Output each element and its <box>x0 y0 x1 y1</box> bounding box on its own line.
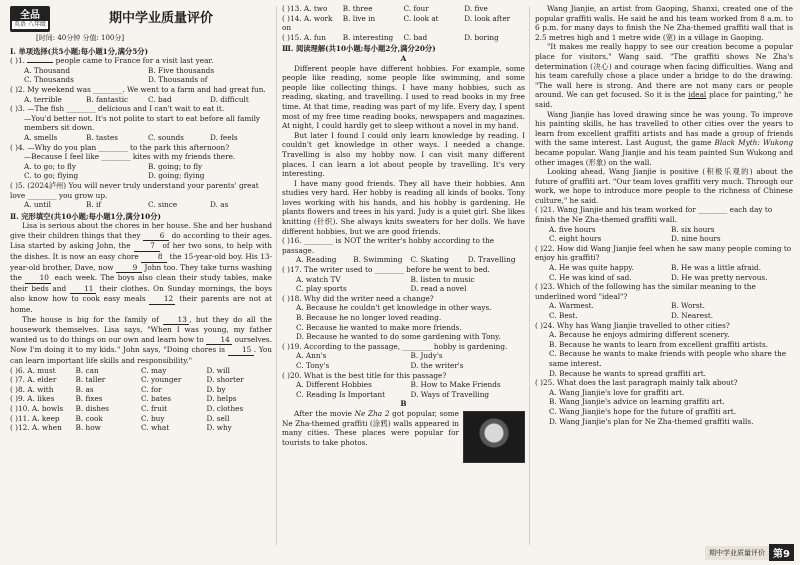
question-18: ( )18. Why did the writer need a change? A. Because he couldn't get knowledge in other ways. B. Because he no longer loved reading. C. Because he wanted to make more friends. D. Because he wanted to do some gardening with Tony. <box>282 293 501 342</box>
section-heading: Ⅲ. 阅读理解(共10小题;每小题2分,满分20分) <box>282 44 436 54</box>
cloze-option-row: ( )15. A. fun B. interesting C. bad D. boring <box>282 32 499 42</box>
section-heading: Ⅱ. 完形填空(共10小题;每小题1分,满分10分) <box>10 211 161 221</box>
passage-b-paragraph: Wang Jianjie, an artist from Gaoping, Shanxi, created one of the popular graffiti walls. He said he and his team worked from 8 a.m. to 6 p.m. for many days to finish the Ne Zha-themed graffiti wall that is 2.5 metres high and 1 metre wide (宽) in a village in Gaoping. <box>535 4 793 42</box>
cloze-options-left <box>10 366 272 433</box>
cloze-option-row: ( )6. A. must B. can C. may D. will <box>10 365 230 375</box>
page-title: 期中学业质量评价 <box>108 11 213 27</box>
footer-label: 期中学业质量评价 <box>705 546 769 560</box>
passage-b-paragraph: After the movie Ne Zha 2 got popular, some Ne Zha-themed graffiti (涂鸦) walls appeared in many cities. These places were popular for tourists to take photos. <box>282 408 460 447</box>
question-19: ( )19. According to the passage, ________ hobby is gardening. A. Ann's B. Judy's C. Tony's D. the writer's <box>282 341 508 370</box>
question-20: ( )20. What is the best title for this passage? A. Different Hobbies B. How to Make Friends C. Reading Is Important D. Ways of Travelling <box>282 370 501 399</box>
answer-blank <box>27 62 53 63</box>
question-2: ( )2. My weekend was ________. We went to a farm and had great fun. A. terrible B. fantastic C. bad D. difficult <box>10 84 266 104</box>
page-number: 第9 <box>769 544 794 561</box>
column-left <box>10 4 272 433</box>
passage-a-paragraph: I have many good friends. They all have their hobbies. Ann studies very hard. Her hobby is reading all kinds of books. Tony loves working with his hands, and his hobby is gardening. He plants flowers and trees in his yard. Judy is a quiet girl. She likes knitting (针织). She always knits sweaters for her dolls. We have different hobbies, but we are good friends. <box>282 178 525 236</box>
question-4: ( )4. —Why do you plan ________ to the park this afternoon? —Because I feel like ________ kites with my friends there. A. to go; to fly B. going; to fly C. to go; flying D. going; flying <box>10 142 236 181</box>
section-heading: Ⅰ. 单项选择(共5小题;每小题1分,满分5分) <box>10 46 149 56</box>
question-24: ( )24. Why has Wang Jianjie travelled to other cities? A. Because he enjoys admiring different scenery. B. Because he wants to learn from excellent graffiti artists. C. Because he wants to make friends with people who share the same interest. D. Because he wants to spread graffiti art. <box>535 320 787 378</box>
question-21: ( )21. Wang Jianjie and his team worked for ________ each day to finish the Ne Zha-themed graffiti wall. A. five hours B. six hours C. eight hours D. nine hours <box>535 205 773 244</box>
cloze-paragraph-1: Lisa is serious about the chores in her house. She and her husband give their children things that they 6 do according to their ages. Lisa started by asking John, the 7 of her two sons, to help with the dishes. It is now an easy chore 8 the 15-year-old boy. His 13-year-old brother, Dave, now 9 John too. They take turns washing the 10 each week. The boys also clean their study tables, make their beds and 11 their clothes. On Sunday mornings, the boys also know how to cook easy meals 12 their parents are not at home. <box>10 221 273 315</box>
question-23: ( )23. Which of the following has the similar meaning to the underlined word "ideal"? A. Warmest. B. Worst. C. Best. D. Nearest. <box>535 282 756 320</box>
page-header <box>10 4 272 34</box>
passage-label: A <box>400 53 407 63</box>
question-3: ( )3. —The fish ________ delicious and I can't wait to eat it. —You'd better not. It's not polite to start to eat before all family members sit down. A. smells B. tastes C. sounds D. feels <box>10 104 261 142</box>
cloze-option-row: ( )9. A. likes B. fixes C. bates D. helps <box>10 394 237 404</box>
cloze-option-row: ( )10. A. bowls B. dishes C. fruit D. clothes <box>10 403 244 413</box>
passage-b-paragraph: Looking ahead, Wang Jianjie is positive (积极乐观的) about the future of graffiti art. "Our team loves graffiti very much. Through our work, we hope to introduce more people to the richness of Chinese culture," he said. <box>535 167 793 205</box>
question-25: ( )25. What does the last paragraph mainly talk about? A. Wang Jianjie's love for graffiti art. B. Wang Jianjie's advice on learning graffiti art. C. Wang Jianjie's hope for the future of graffiti art. D. Wang Jianjie's plan for Ne Zha-themed graffiti walls. <box>535 378 754 426</box>
cloze-options-right <box>282 4 525 42</box>
column-middle <box>282 4 525 463</box>
cloze-option-row: ( )12. A. when B. how C. what D. why <box>10 423 232 433</box>
cloze-paragraph-2: The house is big for the family of 13 , but they do all the housework themselves. Lisa says, "When I was young, my father wanted us to do things on our own and learn how to 14 ourselves. Now I'm doing it to my kids." John says, "Doing chores is 15 . You can learn important life skills and responsibility." <box>10 314 273 365</box>
underlined-word: ideal <box>688 90 707 100</box>
passage-b-paragraph: "It makes me really happy to see our creation become a popular place for visitors," Wang said. "The graffiti shows Ne Zha's determination (决心) and courage when facing difficulties. Wang and his team carefully chose a place under a bridge to do the drawing. "The wall here is strong. And there are not many cars or people around. We can get focused. So it is the ideal place for painting," he said. <box>535 42 793 109</box>
ne-zha-graffiti-image <box>463 411 525 463</box>
question-1: ( )1. people came to France for a visit last year. A. Thousand B. Five thousands C. Thousands D. Thousands of <box>10 56 215 85</box>
brand-logo: 全品 英语 八年级 <box>10 6 50 32</box>
passage-a-paragraph: Different people have different hobbies. For example, some people like reading, some people like swimming, and some people like collecting things. I have many hobbies, such as reading, skating, and travelling. I used to read books in my free time. At that time, reading was part of my life. Every day, I spent most of my free time reading books, newspapers and magazines. At night, I could hardly get to sleep without a novel in my hand. <box>282 63 525 131</box>
cloze-option-row: ( )11. A. keep B. cook C. buy D. sell <box>10 413 230 423</box>
column-right <box>535 4 793 426</box>
question-5: ( )5. (2024泸州) You will never truly understand your parents' great love ________ you grow up. A. until B. if C. since D. as <box>10 180 259 210</box>
cloze-option-row: ( )7. A. elder B. taller C. younger D. shorter <box>10 375 244 385</box>
question-16: ( )16. ________ is NOT the writer's hobby according to the passage. A. Reading B. Swimming C. Skating D. Travelling <box>282 236 516 265</box>
passage-label: B <box>400 399 407 409</box>
passage-b-paragraph: Wang Jianjie has loved drawing since he was young. To improve his painting skills, he has travelled to other cities over the years to learn from excellent graffiti artists and has made a group of friends with the same interest. Last August, the game Black Myth: Wukong became popular. Wang Jianjie and his team painted Sun Wukong and other images (形象) on the wall. <box>535 109 793 167</box>
cloze-option-row: ( )14. A. work on B. live in C. look at D. look after <box>282 13 511 33</box>
column-divider <box>276 6 277 545</box>
question-17: ( )17. The writer used to ________ before he went to bed. A. watch TV B. listen to music C. play sports D. read a novel <box>282 265 490 294</box>
passage-a-paragraph: But later I found I could only learn knowledge by reading. I couldn't get knowledge in other ways. I needed a change. Travelling is also my hobby now. I can visit many different places. I can learn a lot about people by travelling. It's very interesting. <box>282 130 525 179</box>
cloze-option-row: ( )8. A. with B. as C. for D. by <box>10 384 226 394</box>
exam-meta: [时间: 40分钟 分值: 100分] <box>36 34 125 42</box>
question-22: ( )22. How did Wang Jianjie feel when he saw many people coming to enjoy his graffiti? A. He was quite happy. B. He was a little afraid. C. He was kind of sad. D. He was pretty nervous. <box>535 243 792 282</box>
page-footer <box>705 544 794 561</box>
cloze-option-row: ( )13. A. two B. three C. four D. five <box>282 4 488 13</box>
column-divider <box>529 6 530 545</box>
